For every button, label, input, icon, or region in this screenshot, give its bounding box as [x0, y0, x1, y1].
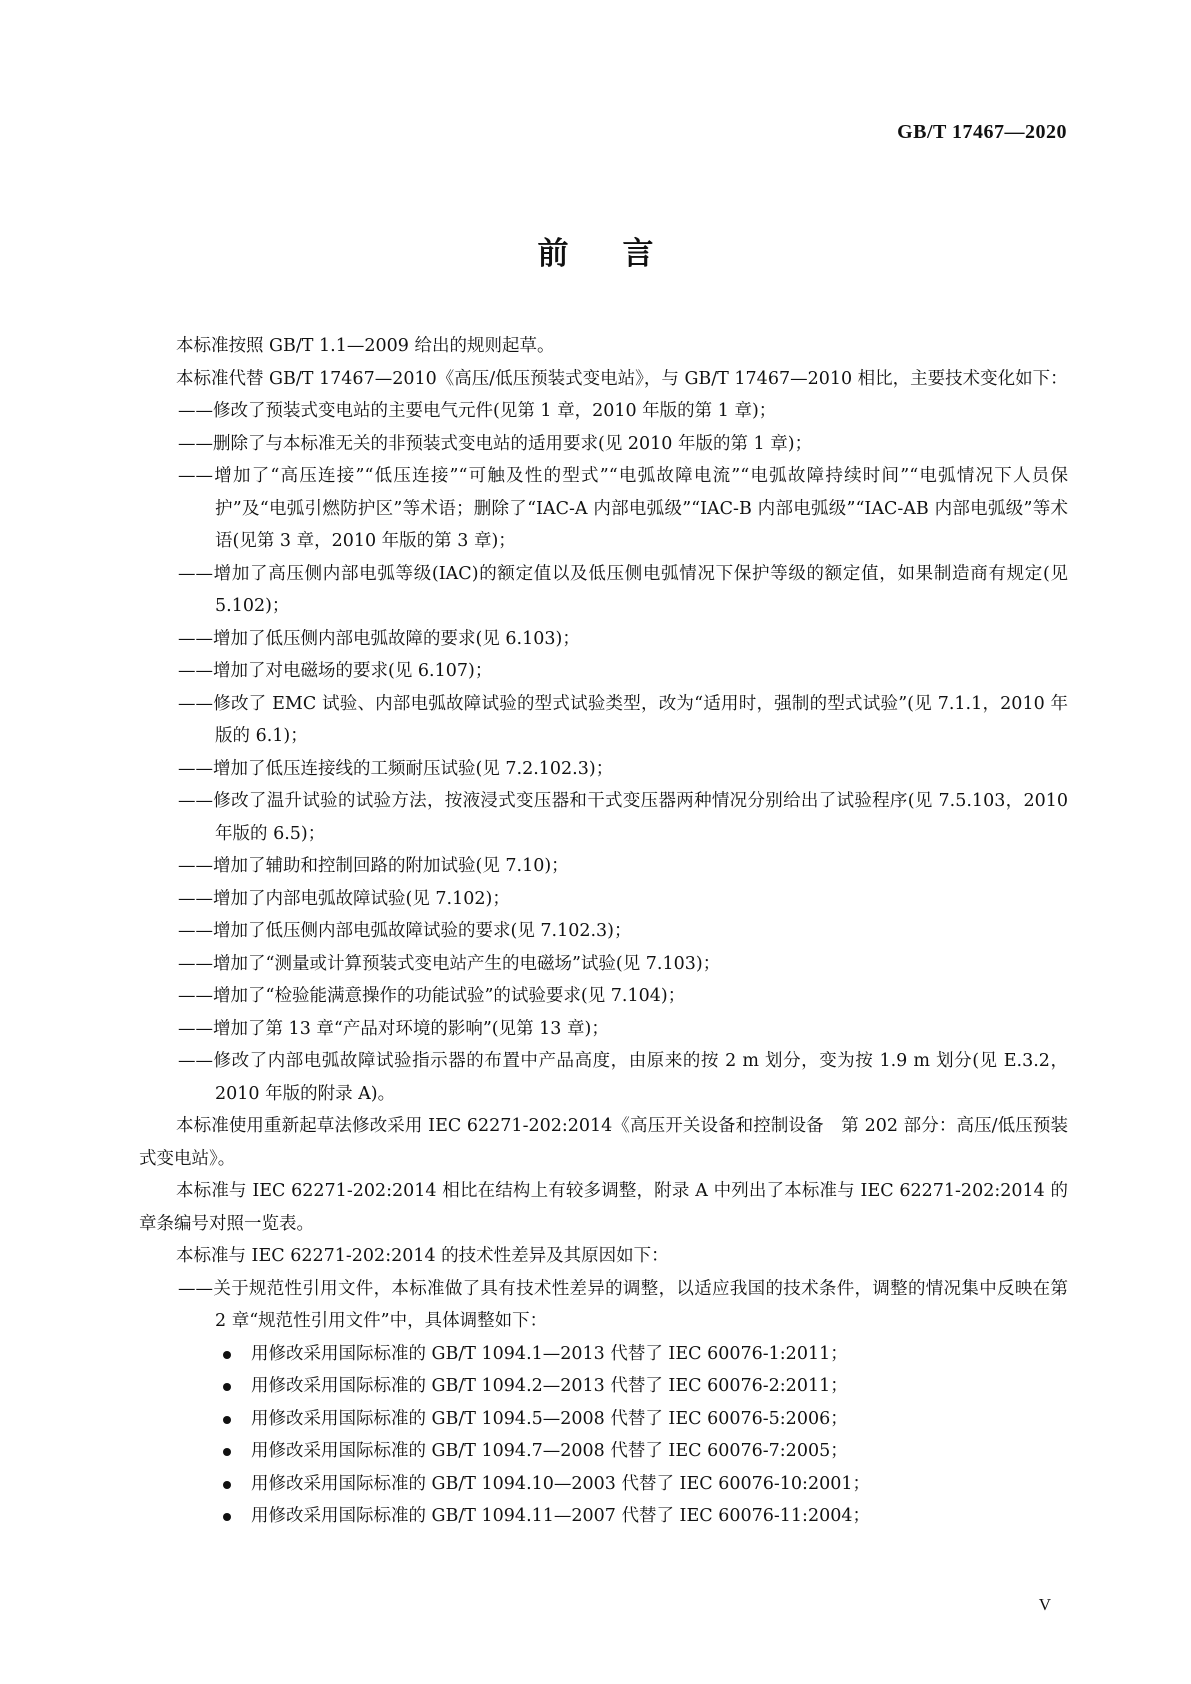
paragraph: 本标准与 IEC 62271-202:2014 相比在结构上有较多调整，附录 A 中列出了本标准与 IEC 62271-202:2014 的章条编号对照一览表。	[139, 1181, 1068, 1234]
bullet-list-item	[139, 1500, 1068, 1533]
dash-list-item: ——关于规范性引用文件，本标准做了具有技术性差异的调整，以适应我国的技术条件，调整的情况集中反映在第 2 章“规范性引用文件”中，具体调整如下：	[178, 1278, 1068, 1331]
bullet-text: 用修改采用国际标准的 GB/T 1094.11—2007 代替了 IEC 60076-11:2004；	[251, 1506, 870, 1526]
bullet-icon	[223, 1481, 231, 1489]
paragraph: 本标准代替 GB/T 17467—2010《高压/低压预装式变电站》，与 GB/T 17467—2010 相比，主要技术变化如下：	[176, 368, 1068, 389]
dash-list-item: ——增加了对电磁场的要求(见 6.107)；	[178, 661, 493, 681]
paragraph: 本标准使用重新起草法修改采用 IEC 62271-202:2014《高压开关设备和控制设备 第 202 部分：高压/低压预装式变电站》。	[139, 1116, 1068, 1169]
dash-list-item: ——增加了低压侧内部电弧故障试验的要求(见 7.102.3)；	[178, 921, 632, 941]
bullet-icon	[223, 1383, 231, 1391]
page-number: V	[1038, 1595, 1051, 1614]
bullet-icon	[223, 1448, 231, 1456]
bullet-icon	[223, 1513, 231, 1521]
bullet-text: 用修改采用国际标准的 GB/T 1094.2—2013 代替了 IEC 60076-2:2011；	[251, 1376, 848, 1396]
paragraph: 本标准按照 GB/T 1.1—2009 给出的规则起草。	[176, 336, 555, 356]
dash-list-item: ——增加了第 13 章“产品对环境的影响”(见第 13 章)；	[178, 1018, 609, 1039]
dash-list-item: ——增加了内部电弧故障试验(见 7.102)；	[178, 888, 510, 909]
bullet-list-item	[139, 1338, 1068, 1371]
dash-list-item: ——删除了与本标准无关的非预装式变电站的适用要求(见 2010 年版的第 1 章)；	[178, 433, 813, 454]
bullet-list-item	[139, 1403, 1068, 1436]
bullet-text: 用修改采用国际标准的 GB/T 1094.5—2008 代替了 IEC 60076-5:2006；	[251, 1408, 848, 1429]
bullet-text: 用修改采用国际标准的 GB/T 1094.10—2003 代替了 IEC 60076-10:2001；	[251, 1473, 870, 1494]
dash-list-item: ——修改了内部电弧故障试验指示器的布置中产品高度，由原来的按 2 m 划分，变为按 1.9 m 划分(见 E.3.2，2010 年版的附录 A)。	[178, 1051, 1068, 1104]
page-title: 前言	[537, 236, 708, 272]
standard-number: GB/T 17467—2020	[897, 121, 1067, 143]
dash-list-item: ——增加了“测量或计算预装式变电站产生的电磁场”试验(见 7.103)；	[178, 953, 721, 974]
bullet-text: 用修改采用国际标准的 GB/T 1094.7—2008 代替了 IEC 60076-7:2005；	[251, 1441, 848, 1461]
dash-list-item: ——修改了预装式变电站的主要电气元件(见第 1 章，2010 年版的第 1 章)；	[178, 401, 777, 421]
bullet-icon	[223, 1351, 231, 1359]
dash-list-item: ——增加了“高压连接”“低压连接”“可触及性的型式”“电弧故障电流”“电弧故障持续时间”“电弧情况下人员保护”及“电弧引燃防护区”等术语；删除了“IAC-A 内部电弧级”“IAC-B 内部电弧级”“IAC-AB 内部电弧级”等术语(见第 3 章，2010 年版的第 3 章)；	[178, 466, 1068, 551]
bullet-list-item	[139, 1370, 1068, 1403]
dash-list-item: ——增加了辅助和控制回路的附加试验(见 7.10)；	[178, 856, 569, 876]
bullet-icon	[223, 1416, 231, 1424]
dash-list-item: ——修改了温升试验的试验方法，按液浸式变压器和干式变压器两种情况分别给出了试验程序(见 7.5.103，2010 年版的 6.5)；	[178, 791, 1068, 844]
dash-list-item: ——增加了“检验能满意操作的功能试验”的试验要求(见 7.104)；	[178, 986, 686, 1006]
document-body	[139, 330, 1068, 1533]
bullet-text: 用修改采用国际标准的 GB/T 1094.1—2013 代替了 IEC 60076-1:2011；	[251, 1343, 848, 1364]
bullet-list-item	[139, 1468, 1068, 1501]
dash-list-item: ——增加了低压连接线的工频耐压试验(见 7.2.102.3)；	[178, 758, 614, 779]
dash-list-item: ——增加了低压侧内部电弧故障的要求(见 6.103)；	[178, 628, 580, 649]
dash-list-item: ——增加了高压侧内部电弧等级(IAC)的额定值以及低压侧电弧情况下保护等级的额定值，如果制造商有规定(见 5.102)；	[178, 563, 1068, 616]
paragraph: 本标准与 IEC 62271-202:2014 的技术性差异及其原因如下：	[176, 1246, 669, 1266]
dash-list-item: ——修改了 EMC 试验、内部电弧故障试验的型式试验类型，改为“适用时，强制的型式试验”(见 7.1.1，2010 年版的 6.1)；	[178, 693, 1068, 746]
bullet-list-item	[139, 1435, 1068, 1468]
